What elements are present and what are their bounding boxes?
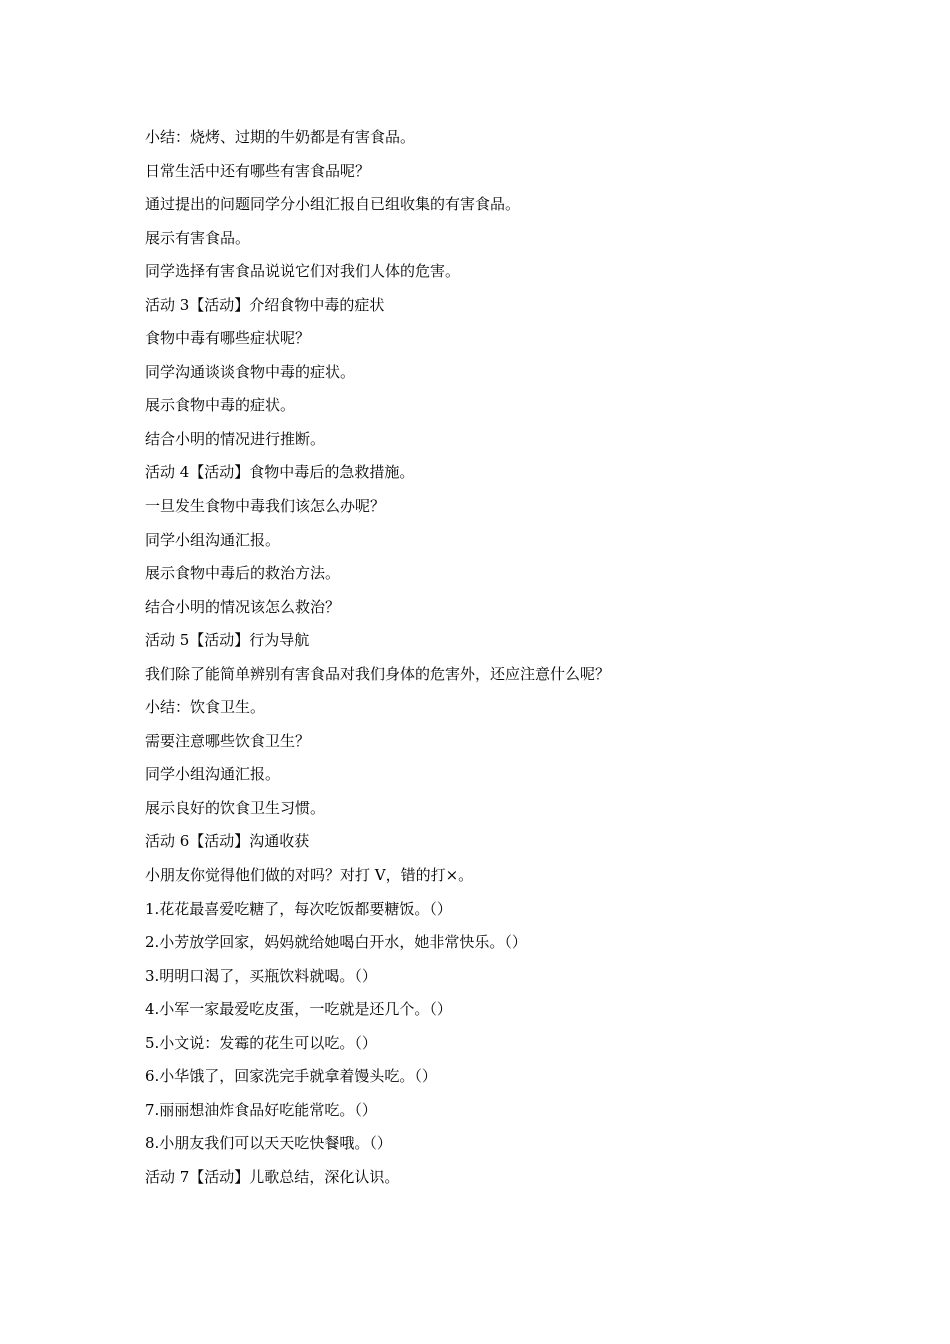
paragraph-line: 同学选择有害食品说说它们对我们人体的危害。 (145, 262, 461, 281)
question-line: 食物中毒有哪些症状呢？ (145, 329, 311, 348)
paragraph-line: 同学沟通谈谈食物中毒的症状。 (145, 362, 356, 381)
activity-5-heading: 活动 5【活动】行为导航 (145, 631, 310, 650)
summary-line: 小结：烧烤、过期的牛奶都是有害食品。 (145, 128, 416, 146)
quiz-item: 7.丽丽想油炸食品好吃能常吃。（） (145, 1100, 377, 1119)
paragraph-line: 结合小明的情况进行推断。 (145, 429, 326, 448)
activity-4-heading: 活动 4【活动】食物中毒后的急救措施。 (145, 463, 415, 482)
activity-3-heading: 活动 3【活动】介绍食物中毒的症状 (145, 295, 385, 314)
paragraph-line: 展示良好的饮食卫生习惯。 (145, 798, 326, 817)
quiz-item: 1.花花最喜爱吃糖了，每次吃饭都要糖饭。（） (145, 899, 452, 918)
question-line: 一旦发生食物中毒我们该怎么办呢？ (145, 497, 386, 516)
activity-6-heading: 活动 6【活动】沟通收获 (145, 832, 310, 851)
paragraph-line: 展示有害食品。 (145, 228, 251, 247)
quiz-item: 8.小朋友我们可以天天吃快餐哦。（） (145, 1134, 392, 1153)
paragraph-line: 通过提出的问题同学分小组汇报自已组收集的有害食品。 (145, 195, 521, 214)
document-body (145, 121, 845, 1195)
quiz-instructions: 小朋友你觉得他们做的对吗？对打 V，错的打×。 (145, 866, 474, 885)
activity-7-heading: 活动 7【活动】儿歌总结，深化认识。 (145, 1167, 400, 1186)
quiz-item: 4.小军一家最爱吃皮蛋，一吃就是还几个。（） (145, 1000, 452, 1019)
question-line: 结合小明的情况该怎么救治？ (145, 597, 341, 616)
quiz-item: 2.小芳放学回家，妈妈就给她喝白开水，她非常快乐。（） (145, 933, 527, 952)
quiz-item: 3.明明口渴了，买瓶饮料就喝。（） (145, 966, 377, 985)
paragraph-line: 同学小组沟通汇报。 (145, 765, 281, 784)
quiz-item: 5.小文说：发霉的花生可以吃。（） (145, 1033, 377, 1052)
question-line: 需要注意哪些饮食卫生？ (145, 731, 311, 750)
quiz-item: 6.小华饿了，回家洗完手就拿着馒头吃。（） (145, 1067, 437, 1086)
paragraph-line: 展示食物中毒的症状。 (145, 396, 296, 415)
paragraph-line: 展示食物中毒后的救治方法。 (145, 564, 341, 583)
question-line: 日常生活中还有哪些有害食品呢？ (145, 161, 371, 180)
paragraph-line: 同学小组沟通汇报。 (145, 530, 281, 549)
question-line: 我们除了能简单辨别有害食品对我们身体的危害外，还应注意什么呢？ (145, 664, 611, 683)
summary-line: 小结：饮食卫生。 (145, 698, 266, 717)
